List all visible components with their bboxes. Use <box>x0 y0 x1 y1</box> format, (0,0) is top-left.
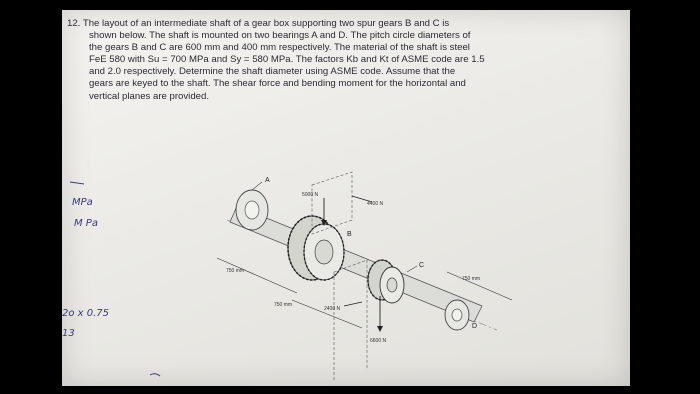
problem-line: gears are keyed to the shaft. The shear force and bending moment for the horizontal and <box>89 78 466 90</box>
gear-c <box>368 260 404 303</box>
problem-line: and 2.0 respectively. Determine the shaft diameter using ASME code. Assume that the <box>89 66 456 78</box>
arrow-head <box>377 326 383 332</box>
shaft <box>230 206 482 322</box>
label-b: B <box>347 231 352 238</box>
dimension-label: 750 mm <box>226 268 245 274</box>
force-label: 5000 N <box>302 192 319 198</box>
plane-outline <box>334 260 367 380</box>
problem-line: the gears B and C are 600 mm and 400 mm respectively. The material of the shaft is steel <box>89 42 470 54</box>
leader-line <box>252 182 262 190</box>
pen-mark <box>70 182 84 184</box>
photo-of-textbook-page <box>62 10 630 386</box>
label-a: A <box>265 177 270 184</box>
problem-line: FeE 580 with Su = 700 MPa and Sy = 580 MPa. The factors Kb and Kt of ASME code are 1.5 <box>89 54 485 66</box>
force-arrow <box>344 302 362 306</box>
pen-mark <box>150 374 160 376</box>
bearing-a-bore <box>245 201 259 219</box>
handwritten-note: MPa <box>72 197 93 208</box>
label-d: D <box>472 323 478 330</box>
force-label: 2400 N <box>324 306 341 312</box>
problem-line: vertical planes are provided. <box>89 90 209 102</box>
leader-line <box>407 266 417 272</box>
force-label: 4400 N <box>367 201 384 207</box>
problem-line: shown below. The shaft is mounted on two bearings A and D. The pitch circle diameters of <box>89 30 471 42</box>
dimension-label: 750 mm <box>274 302 293 308</box>
handwritten-note: 2o x 0.75 <box>62 308 110 319</box>
force-label: 6600 N <box>370 338 387 344</box>
bearing-d-bore <box>452 309 462 321</box>
handwritten-note: M Pa <box>74 218 98 229</box>
dimension-label: 750 mm <box>462 276 481 282</box>
problem-line: 12. The layout of an intermediate shaft of a gear box supporting two spur gears B and C is <box>67 18 450 29</box>
handwritten-note: 13 <box>62 328 75 339</box>
dimension-line <box>217 258 297 293</box>
shaft-layout-diagram <box>62 10 630 386</box>
label-c: C <box>419 262 425 269</box>
